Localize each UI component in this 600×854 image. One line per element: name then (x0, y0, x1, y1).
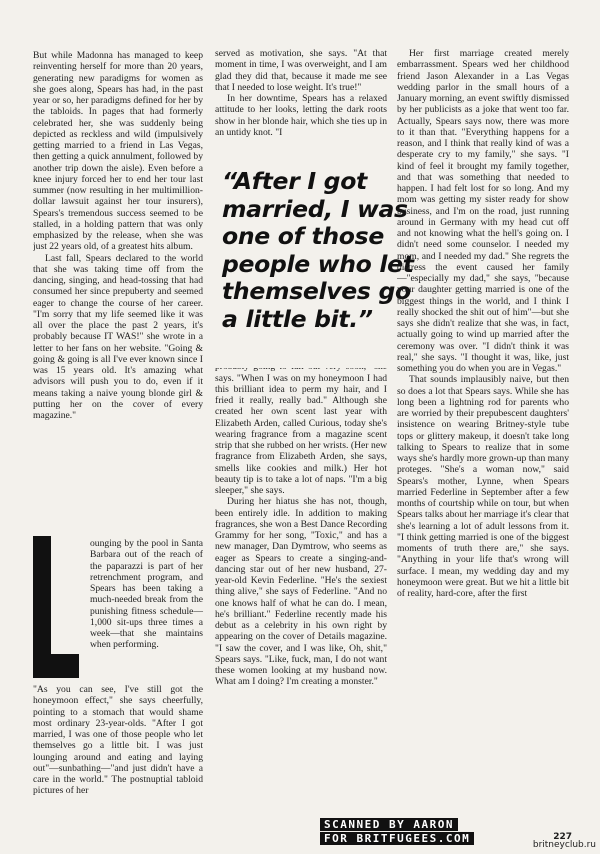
pull-quote: “After I got married, I was one of those people who let themselves go a little bit.” (222, 168, 422, 333)
dropcap-paragraph: ounging by the pool in Santa Barbara out of the reach of the paparazzi is part of her retrenchment program, and Spears has been taking a much-needed break from the punishing fitness schedule—1,000 sit-ups three times a week—that she maintains when performing. (90, 538, 203, 651)
paragraph: In her downtime, Spears has a relaxed attitude to her looks, letting the dark roots show in her blonde hair, which she ties up in an untidy knot. "I (215, 93, 387, 138)
paragraph: During her hiatus she has not, though, been entirely idle. In addition to making fragrances, she won a Best Dance Recording Grammy for her song, "Toxic," and has a new manager, Dan Dymtrow, who seems as eager as Spears to create a singing-and-dancing star out of her new husband, 27-year-old Kevin Federline. "He's the sexiest thing alive," she says of Federline. "And no one knows half of what he can do. I mean, he's brilliant." Federline recently made his debut as a celebrity in his own right by appearing on the cover of Details magazine. "I saw the cover, and I was like, Oh, shit," Spears says. "Like, fuck, man, I do not want these women looking at my husband now. What am I doing? I'm creating a monster." (215, 496, 387, 688)
text-column-3 (397, 48, 569, 840)
paragraph: says. "When I was on my honeymoon I had this brilliant idea to perm my hair, and I fried it really, really bad." Although she created her own scent last year with Elizabeth Arden, called Curious, today she's wearing fragrance from a magazine scent strip that she rubbed on her wrists. (Her new fragrance from Elizabeth Arden, she says, smells like cookies and milk.) Her hot beauty tip is to take a lot of naps. "I'm a big sleeper," she says. (215, 372, 387, 496)
paragraph: That sounds implausibly naive, but then so does a lot that Spears says. While she has long been a lightning rod for parents who are worried by their prepubescent daughters' insistence on wearing Britney-style tube tops or glittery makeup, it doesn't take long talking to Spears to realize that in some ways she's hardly more grown-up than many proteges. "She's a woman now," said Spears's mother, Lynne, when Spears married Federline in September after a few months of courtship while on tour, but when Spears talks about her marriage it's clear that she's learning a lot of adult lessons from it. "I think getting married is one of the biggest moments of truth there are," she says. "Anything in your life that's wrong will surface. I mean, my wedding day and my honeymoon were great. But we hit a little bit of reality, hard-core, after the first (397, 374, 569, 599)
scan-credit-line: FOR BRITFUGEES.COM (320, 832, 474, 845)
paragraph: Last fall, Spears declared to the world that she was taking time off from the dancing, singing, and head-tossing that had consumed her since prepuberty and seemed eager to change the course of her career. "I'm sorry that my life seemed like it was all over the place the past 2 years, it's probably because IT WAS!" she wrote in a letter to her fans on her website. "Going & going & going is all I've ever known since I was 15 years old. It's amazing what advisors will push you to do, even if it means taking a naive young blonde girl & putting her on the cover of every magazine." (33, 252, 203, 421)
page-number: 227 (553, 832, 572, 842)
paragraph: "As you can see, I've still got the honeymoon effect," she says cheerfully, pointing to a stomach that would shame most ordinary 23-year-olds. "After I got married, I was one of those people who let themselves go a little bit. I was just lounging around and eating and laying out"—sunbathing—"and just didn't have a care in the world." The postnuptial tabloid pictures of her (33, 684, 203, 797)
paragraph: But while Madonna has managed to keep reinventing herself for more than 20 years, generating new paradigms for women as she goes along, Spears has had, in the past year or so, her paradigms defined for her by the tabloids. In pages that had formerly celebrated her, she was suddenly being depicted as reckless and wild (impulsively getting married to a friend in Las Vegas, then getting a quick annulment, followed by another trip down the aisle). Even before a knee injury forced her to end her tour last summer (now resulting in her multimillion-dollar lawsuit against her tour insurers), Spears's tremendous success seemed to be stalled, in a holding pattern that was only emphasized by the release, when she was just 22 years old, of a greatest hits album. (33, 50, 203, 253)
scan-credit-line: SCANNED BY AARON (320, 818, 458, 831)
paragraph: Her first marriage created merely embarrassment. Spears wed her childhood friend Jason Alexander in a Las Vegas wedding parlor in the small hours of a January morning, an event swiftly dismissed by her publicists as a joke that went too far. Actually, Spears says now, there was more to it than that. "Everything happens for a reason, and I think that really kind of was a desperate cry to my family," she says. "I kind of feel it brought my family together, and that was something that needed to happen. I had felt lost for so long. And my mom was getting my sister ready for show business, and I'm on the road, just running around in Germany with my head cut off and not knowing what the hell's going on. I didn't need some counselor. I needed my mom, and I needed my dad." She regrets the distress the event caused her family—"especially my dad," she says, "because your daughter getting married is one of the biggest things in the world, and I think I really shocked the shit out of him"—but she says she didn't realize that she was, in fact, actually going to wind up married after the ceremony was over. "I didn't think it was real," she says. "I thought it was, like, just something you do when you are in Vegas." (397, 48, 569, 374)
scan-credit (320, 818, 474, 846)
dropcap-letter (33, 536, 79, 678)
paragraph: served as motivation, she says. "At that moment in time, I was overweight, and I am glad they did that, because it made me see that I needed to lose weight. It's true!" (215, 48, 387, 93)
watermark: britneyclub.ru (532, 840, 596, 850)
